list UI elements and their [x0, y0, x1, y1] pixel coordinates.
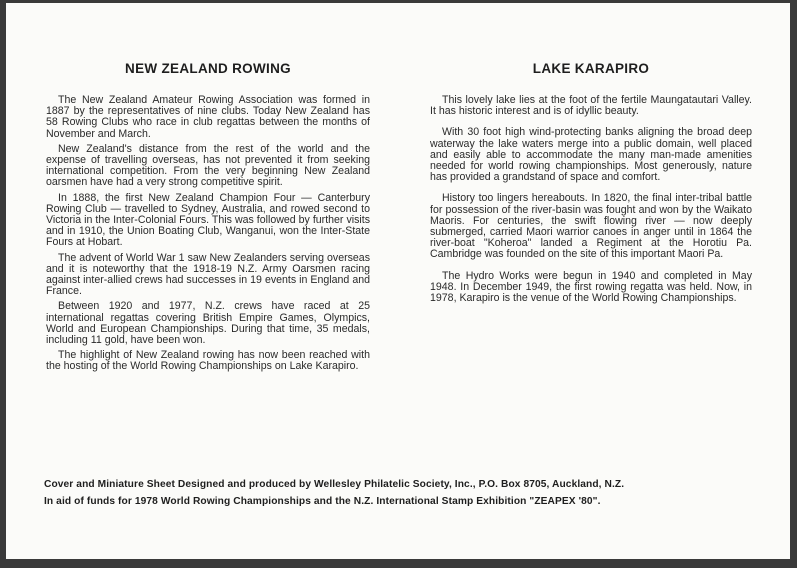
right-heading: LAKE KARAPIRO: [532, 61, 650, 76]
right-paragraph-1: This lovely lake lies at the foot of the fertile Maungatautari Valley. It has historic interest and is of idyllic beauty.: [430, 94, 752, 118]
document-card: [6, 3, 790, 559]
left-paragraph-5: Between 1920 and 1977, N.Z. crews have raced at 25 international regattas covering British Empire Games, Olympics, World and European Championships. During that time, 35 medals, including 11 gold, have been won.: [46, 300, 370, 347]
footer-line-2: In aid of funds for 1978 World Rowing Championships and the N.Z. International Stamp Exhibition "ZEAPEX '80".: [44, 496, 601, 507]
left-heading: NEW ZEALAND ROWING: [125, 61, 291, 76]
left-paragraph-2: New Zealand's distance from the rest of the world and the expense of travelling overseas, has not prevented it from seeking international competition. From the very beginning New Zealand oarsmen have had a very strong competitive spirit.: [46, 142, 370, 189]
left-paragraph-1: The New Zealand Amateur Rowing Association was formed in 1887 by the representatives of nine clubs. Today New Zealand has 58 Rowing Clubs who race in club regattas between the months of November and March.: [46, 94, 370, 140]
left-paragraph-6: The highlight of New Zealand rowing has now been reached with the hosting of the World Rowing Championships on Lake Karapiro.: [46, 349, 370, 373]
right-paragraph-2: With 30 foot high wind-protecting banks aligning the broad deep waterway the lake waters merge into a public domain, well placed and easily able to accommodate the many man-made amenities needed for world rowing championships. Most generously, nature has provided a grandstand of space and comfort.: [430, 126, 752, 184]
right-paragraph-3: History too lingers hereabouts. In 1820, the final inter-tribal battle for possession of the river-basin was fought and won by the Waikato Maoris. For centuries, the swift flowing river — now deeply submerged, carried Maori warrior canoes in anger until in 1864 the river-boat "Koheroa" landed a Regiment at the Horotiu Pa. Cambridge was founded on the site of this important Maori Pa.: [430, 192, 752, 261]
left-column: [46, 61, 370, 377]
left-paragraph-3: In 1888, the first New Zealand Champion Four — Canterbury Rowing Club — travelled to Sydney, Australia, and rowed second to Victoria in the Inter-Colonial Fours. This was followed by further visits and in 1910, the Union Boating Club, Wanganui, won the Inter-State Fours at Hobart.: [46, 191, 370, 249]
right-column: [430, 61, 752, 314]
left-paragraph-4: The advent of World War 1 saw New Zealanders serving overseas and it is noteworthy that the 1918-19 N.Z. Army Oarsmen racing against inter-allied crews had successes in 19 events in England and France.: [46, 251, 370, 298]
credits-footer: [44, 476, 764, 510]
right-paragraph-4: The Hydro Works were begun in 1940 and completed in May 1948. In December 1949, the first rowing regatta was held. Now, in 1978, Karapiro is the venue of the World Rowing Championships.: [430, 269, 752, 305]
footer-line-1: Cover and Miniature Sheet Designed and produced by Wellesley Philatelic Society, Inc., P.O. Box 8705, Auckland, N.Z.: [44, 479, 625, 490]
